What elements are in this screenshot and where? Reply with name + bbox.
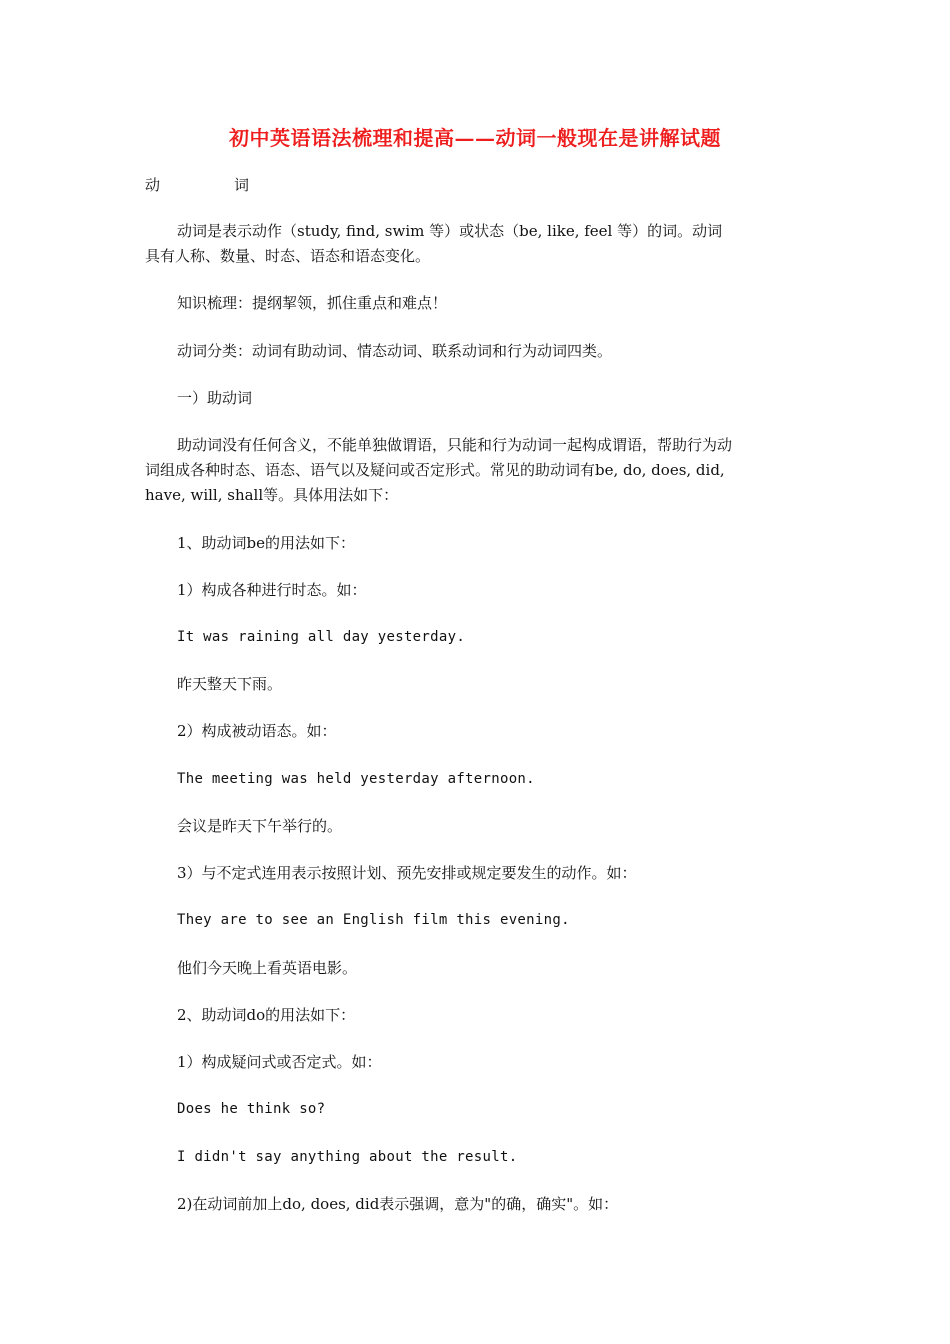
be-rule-3: 3）与不定式连用表示按照计划、预先安排或规定要发生的动作。如： bbox=[177, 864, 637, 882]
be-rule-1: 1）构成各种进行时态。如： bbox=[177, 581, 367, 599]
do-example-2-english: I didn't say anything about the result. bbox=[177, 1149, 518, 1165]
do-rule-2: 2)在动词前加上do, does, did表示强调，意为"的确，确实"。如： bbox=[177, 1195, 619, 1213]
auxiliary-paragraph-line-1: 助动词没有任何含义，不能单独做谓语，只能和行为动词一起构成谓语，帮助行为动 bbox=[177, 436, 733, 454]
heading-char-1: 动 bbox=[145, 176, 161, 194]
be-example-1-chinese: 昨天整天下雨。 bbox=[177, 675, 283, 693]
document-title: 初中英语语法梳理和提高——动词一般现在是讲解试题 bbox=[229, 126, 721, 150]
be-rule-2: 2）构成被动语态。如： bbox=[177, 722, 337, 740]
be-example-2-chinese: 会议是昨天下午举行的。 bbox=[177, 817, 343, 835]
intro-paragraph-line-2: 具有人称、数量、时态、语态和语态变化。 bbox=[145, 247, 431, 265]
be-example-3-chinese: 他们今天晚上看英语电影。 bbox=[177, 959, 358, 977]
do-rule-1: 1）构成疑问式或否定式。如： bbox=[177, 1053, 382, 1071]
be-example-3-english: They are to see an English film this evening. bbox=[177, 912, 570, 928]
section-auxiliary-heading: 一）助动词 bbox=[177, 389, 253, 407]
auxiliary-paragraph-line-2: 词组成各种时态、语态、语气以及疑问或否定形式。常见的助动词有be, do, does, did, bbox=[145, 461, 725, 479]
be-example-1-english: It was raining all day yesterday. bbox=[177, 629, 466, 645]
intro-paragraph-line-1: 动词是表示动作（study, find, swim 等）或状态（be, like, feel 等）的词。动词 bbox=[177, 222, 723, 240]
be-example-2-english: The meeting was held yesterday afternoon. bbox=[177, 771, 535, 787]
heading-char-2: 词 bbox=[234, 176, 250, 194]
auxiliary-paragraph-line-3: have, will, shall等。具体用法如下： bbox=[145, 486, 399, 504]
do-example-1-english: Does he think so? bbox=[177, 1101, 326, 1117]
do-usage-heading: 2、助动词do的用法如下： bbox=[177, 1006, 356, 1024]
knowledge-summary: 知识梳理：提纲挈领，抓住重点和难点！ bbox=[177, 294, 448, 312]
section-heading bbox=[145, 174, 249, 195]
be-usage-heading: 1、助动词be的用法如下： bbox=[177, 534, 356, 552]
verb-classification: 动词分类：动词有助动词、情态动词、联系动词和行为动词四类。 bbox=[177, 342, 613, 360]
